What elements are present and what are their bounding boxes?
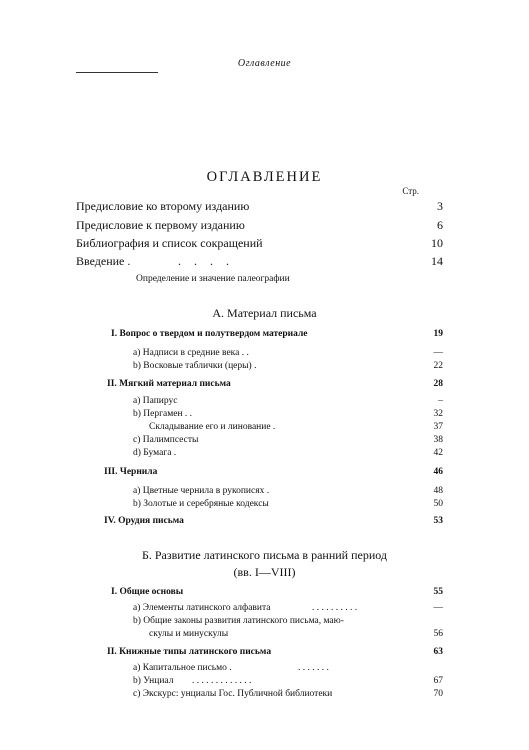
- subentry-text: b) Золотые и серебряные кодексы: [133, 499, 269, 509]
- subentry-text: b) Унциал: [133, 676, 174, 686]
- section-a-title: А. Материал письма: [212, 306, 317, 320]
- subentry-text: а) Элементы латинского алфавита: [133, 603, 271, 613]
- toc-subentry[interactable]: [0, 448, 529, 464]
- subentry-text: b) Общие законы развития латинского письма, маю-: [133, 616, 344, 626]
- subentry-text: а) Цветные чернила в рукописях .: [133, 486, 270, 496]
- subentry-page: —: [433, 603, 443, 613]
- chapter-page: 28: [433, 379, 443, 389]
- chapter-title: II. Мягкий материал письма: [107, 379, 231, 389]
- subentry-text: а) Надписи в средние века . .: [133, 348, 249, 358]
- subentry-page: 42: [433, 448, 443, 458]
- toc-entry[interactable]: [0, 254, 529, 270]
- chapter-page: 46: [433, 467, 443, 477]
- section-b-subtitle: (вв. I—VIII): [233, 565, 296, 579]
- subentry-text: Складывание его и линование .: [149, 422, 276, 432]
- subentry-dots: . . . . . . . . . . . . .: [192, 676, 252, 686]
- subentry-page: 56: [433, 629, 443, 639]
- subentry-page: 48: [433, 486, 443, 496]
- chapter-entry[interactable]: [0, 379, 529, 395]
- toc-entry[interactable]: [0, 236, 529, 252]
- chapter-title: I. Общие основы: [111, 587, 184, 597]
- toc-entry-text: Предисловие ко второму изданию: [76, 199, 250, 213]
- chapter-entry[interactable]: [0, 329, 529, 345]
- toc-entry-text: Введение .: [76, 254, 131, 268]
- toc-subentry[interactable]: [0, 361, 529, 377]
- chapter-page: 63: [433, 647, 443, 657]
- chapter-page: 53: [433, 516, 443, 526]
- toc-entry-page: 3: [437, 199, 443, 213]
- chapter-entry[interactable]: [0, 587, 529, 603]
- header-rule: [76, 72, 158, 73]
- subentry-text: с) Палимпсесты: [133, 435, 199, 445]
- subentry-text: а) Капитальное письмо .: [133, 663, 232, 673]
- subentry-page: 37: [433, 422, 443, 432]
- toc-entry-page: 10: [431, 236, 443, 250]
- toc-entry-page: 6: [437, 218, 443, 232]
- subentry-dots: . . . . . . .: [298, 663, 329, 673]
- subentry-text: b) Восковые таблички (церы) .: [133, 361, 257, 371]
- subentry-page: 32: [433, 409, 443, 419]
- toc-entry[interactable]: [0, 218, 529, 234]
- running-head: Оглавление: [237, 58, 292, 69]
- chapter-page: 55: [433, 587, 443, 597]
- subentry-text: а) Папирус: [133, 396, 178, 406]
- subentry-text: скулы и минускулы: [149, 629, 229, 639]
- chapter-title: I. Вопрос о твердом и полутвердом материале: [111, 329, 308, 339]
- chapter-title: III. Чернила: [104, 467, 158, 477]
- section-b-title: Б. Развитие латинского письма в ранний период: [141, 548, 388, 562]
- chapter-title: IV. Орудия письма: [104, 516, 184, 526]
- page-column-label: Стр.: [402, 186, 419, 196]
- toc-entry-text: Библиография и список сокращений: [76, 236, 263, 250]
- toc-subentry[interactable]: [0, 689, 529, 705]
- intro-subtitle: Определение и значение палеографии: [136, 274, 290, 284]
- subentry-page: 50: [433, 499, 443, 509]
- subentry-page: 22: [433, 361, 443, 371]
- toc-entry[interactable]: [0, 199, 529, 215]
- chapter-entry[interactable]: [0, 467, 529, 483]
- chapter-title: II. Книжные типы латинского письма: [107, 647, 272, 657]
- toc-heading: ОГЛАВЛЕНИЕ: [206, 169, 323, 185]
- subentry-page: 67: [433, 676, 443, 686]
- subentry-text: d) Бумага .: [133, 448, 177, 458]
- toc-entry-page: 14: [431, 254, 443, 268]
- subentry-page: –: [438, 396, 443, 406]
- chapter-entry[interactable]: [0, 516, 529, 532]
- toc-subentry[interactable]: [0, 629, 529, 645]
- chapter-entry[interactable]: [0, 647, 529, 663]
- toc-subentry[interactable]: [0, 499, 529, 515]
- toc-entry-dots: . . . .: [178, 254, 234, 268]
- subentry-page: 70: [433, 689, 443, 699]
- subentry-page: —: [433, 348, 443, 358]
- subentry-page: 38: [433, 435, 443, 445]
- subentry-dots: . . . . . . . . . .: [312, 603, 358, 613]
- toc-entry-text: Предисловие к первому изданию: [76, 218, 245, 232]
- subentry-text: b) Пергамен . .: [133, 409, 193, 419]
- chapter-page: 19: [433, 329, 443, 339]
- subentry-text: с) Экскурс: унциалы Гос. Публичной библиотеки: [133, 689, 333, 699]
